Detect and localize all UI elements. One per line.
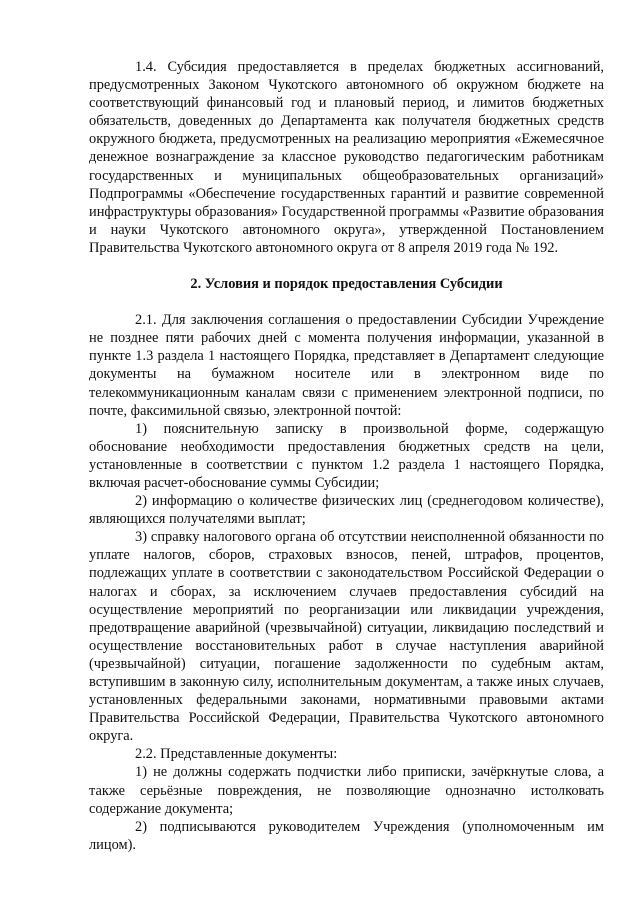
paragraph-2-2: 2.2. Представленные документы: xyxy=(135,746,338,763)
paragraph-2-1-item-2: 2) информацию о количестве физических лиц (среднегодовом количестве), являющихся получателями выплат; xyxy=(89,493,604,528)
paragraph-2-1-item-1: 1) пояснительную записку в произвольной форме, содержащую обоснование необходимости предоставления бюджетных средств на цели, установленные в соответствии с пунктом 1.2 раздела 1 настоящего Порядка, включая расчет-обоснование суммы Субсидии; xyxy=(89,420,604,491)
section-2-heading: 2. Условия и порядок предоставления Субсидии xyxy=(190,276,503,293)
document-body xyxy=(89,58,604,854)
paragraph-2-1-item-3: 3) справку налогового органа об отсутствии неисполненной обязанности по уплате налогов, сборов, страховых взносов, пеней, штрафов, процентов, подлежащих уплате в соответствии с законодательством Российской Федерации о налогах и сборах, за исключением случаев предоставления субсидий на осуществление мероприятий по реорганизации или ликвидации учреждения, предотвращение аварийной (чрезвычайной) ситуации, ликвидацию последствий и осуществление восстановительных работ в случае наступления аварийной (чрезвычайной) ситуации, погашение задолженности по судебным актам, вступившим в законную силу, исполнительным документам, а также иных случаев, установленных федеральными законами, нормативными правовыми актами Правительства Российской Федерации, Правительства Чукотского автономного округа. xyxy=(89,529,604,745)
paragraph-1-4: 1.4. Субсидия предоставляется в пределах бюджетных ассигнований, предусмотренных Законом Чукотского автономного об окружном бюджете на соответствующий финансовый год и плановый период, и лимитов бюджетных обязательств, доведенных до Департамента как получателя бюджетных средств окружного бюджета, предусмотренных на реализацию мероприятия «Ежемесячное денежное вознаграждение за классное руководство педагогическим работникам государственных и муниципальных общеобразовательных организаций» Подпрограммы «Обеспечение государственных гарантий и развитие современной инфраструктуры образования» Государственной программы «Развитие образования и науки Чукотского автономного округа», утвержденной Постановлением Правительства Чукотского автономного округа от 8 апреля 2019 года № 192. xyxy=(89,59,604,256)
paragraph-2-2-item-2: 2) подписываются руководителем Учреждения (уполномоченным им лицом). xyxy=(89,818,604,853)
paragraph-2-2-item-1: 1) не должны содержать подчистки либо приписки, зачёркнутые слова, а также серьёзные повреждения, не позволяющие однозначно истолковать содержание документа; xyxy=(89,764,604,817)
paragraph-2-1: 2.1. Для заключения соглашения о предоставлении Субсидии Учреждение не позднее пяти рабочих дней с момента получения информации, указанной в пункте 1.3 раздела 1 настоящего Порядка, представляет в Департамент следующие документы на бумажном носителе или в электронном виде по телекоммуникационным каналам связи с применением электронной подписи, по почте, факсимильной связью, электронной почтой: xyxy=(89,312,604,419)
